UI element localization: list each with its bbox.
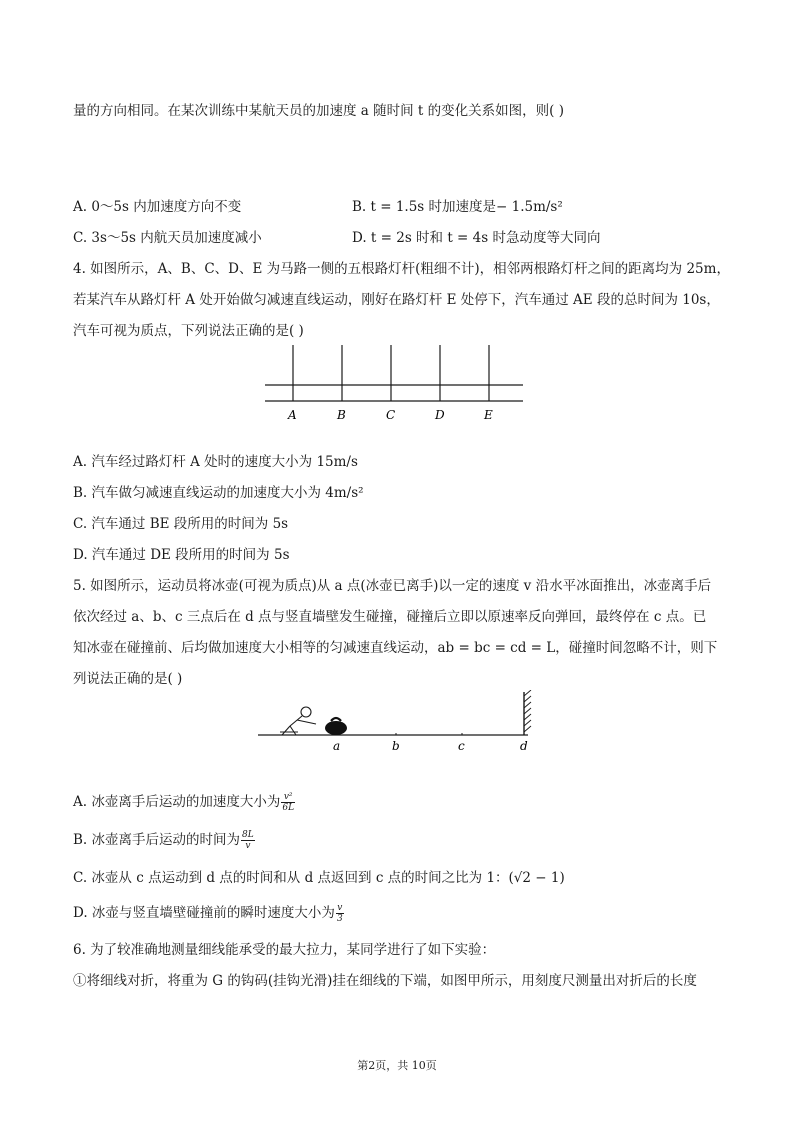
q5-stem-line-1: 5. 如图所示，运动员将冰壶(可视为质点)从 a 点(冰壶已离手)以一定的速度 v 沿水平冰面推出，冰壶离手后 <box>73 578 712 594</box>
page-footer: 第2页，共 10页 <box>357 1059 437 1072</box>
pole-label-a: A <box>288 408 297 422</box>
q3-option-d: D. t = 2s 时和 t = 4s 时急动度等大同向 <box>352 230 601 246</box>
q4-option-c: C. 汽车通过 BE 段所用的时间为 5s <box>73 516 289 532</box>
fraction-numerator: 8L <box>242 830 254 840</box>
q4-option-d: D. 汽车通过 DE 段所用的时间为 5s <box>73 547 290 563</box>
q5-option-b <box>73 830 255 851</box>
q5-stem-line-4: 列说法正确的是( ) <box>73 671 183 687</box>
q3-option-a: A. 0～5s 内加速度方向不变 <box>73 199 242 215</box>
point-label-d: d <box>520 739 528 753</box>
q4-option-b: B. 汽车做匀减速直线运动的加速度大小为 4m/s² <box>73 485 364 501</box>
q5-option-d-text: D. 冰壶与竖直墙壁碰撞前的瞬时速度大小为 <box>73 905 335 921</box>
q5-stem-line-3: 知冰壶在碰撞前、后均做加速度大小相等的匀减速直线运动，ab = bc = cd = L，碰撞时间忽略不计，则下 <box>73 640 718 656</box>
pole-label-d: D <box>435 408 445 422</box>
q5-option-d <box>73 903 344 924</box>
q6-stem-line-1: 6. 为了较准确地测量细线能承受的最大拉力，某同学进行了如下实验： <box>73 942 496 958</box>
q5-stem-line-2: 依次经过 a、b、c 三点后在 d 点与竖直墙壁发生碰撞，碰撞后立即以原速率反向弹回，最终停在 c 点。已 <box>73 609 707 625</box>
q4-stem-line-3: 汽车可视为质点，下列说法正确的是( ) <box>73 323 304 339</box>
q5-option-b-text: B. 冰壶离手后运动的时间为 <box>73 832 241 848</box>
point-label-b: b <box>392 739 400 753</box>
q5-option-a-fraction <box>281 792 295 813</box>
point-label-a: a <box>333 739 341 753</box>
q5-option-c: C. 冰壶从 c 点运动到 d 点的时间和从 d 点返回到 c 点的时间之比为 1：(√2 − 1) <box>73 870 565 886</box>
q5-option-b-fraction <box>241 830 255 851</box>
q3-stem: 量的方向相同。在某次训练中某航天员的加速度 a 随时间 t 的变化关系如图，则( ) <box>73 103 564 119</box>
pole-label-b: B <box>337 408 346 422</box>
q5-option-a <box>73 792 295 813</box>
q3-option-b: B. t = 1.5s 时加速度是− 1.5m/s² <box>352 199 563 215</box>
q4-option-a: A. 汽车经过路灯杆 A 处时的速度大小为 15m/s <box>73 454 358 470</box>
q6-stem-line-2: ①将细线对折，将重为 G 的钩码(挂钩光滑)挂在细线的下端，如图甲所示，用刻度尺测量出对折后的长度 <box>73 973 697 989</box>
curling-stone <box>325 721 347 735</box>
fraction-denominator: 6L <box>282 803 295 813</box>
pole-label-e: E <box>484 408 493 422</box>
fraction-denominator: v <box>245 841 251 851</box>
curling-diagram <box>0 690 794 760</box>
q4-stem-line-1: 4. 如图所示，A、B、C、D、E 为马路一侧的五根路灯杆(粗细不计)，相邻两根路灯杆之间的距离均为 25m， <box>73 261 730 277</box>
point-label-c: c <box>458 739 465 753</box>
fraction-numerator: v <box>337 903 343 913</box>
q5-option-a-text: A. 冰壶离手后运动的加速度大小为 <box>73 794 281 810</box>
street-lamp-diagram <box>0 340 794 430</box>
fraction-numerator: v² <box>281 792 295 803</box>
fraction-denominator: 3 <box>336 914 343 924</box>
q5-option-d-fraction <box>336 903 344 924</box>
q3-option-c: C. 3s～5s 内航天员加速度减小 <box>73 230 262 246</box>
pole-label-c: C <box>386 408 396 422</box>
athlete-figure <box>280 707 316 735</box>
q4-stem-line-2: 若某汽车从路灯杆 A 处开始做匀减速直线运动，刚好在路灯杆 E 处停下，汽车通过 AE 段的总时间为 10s， <box>73 292 720 308</box>
